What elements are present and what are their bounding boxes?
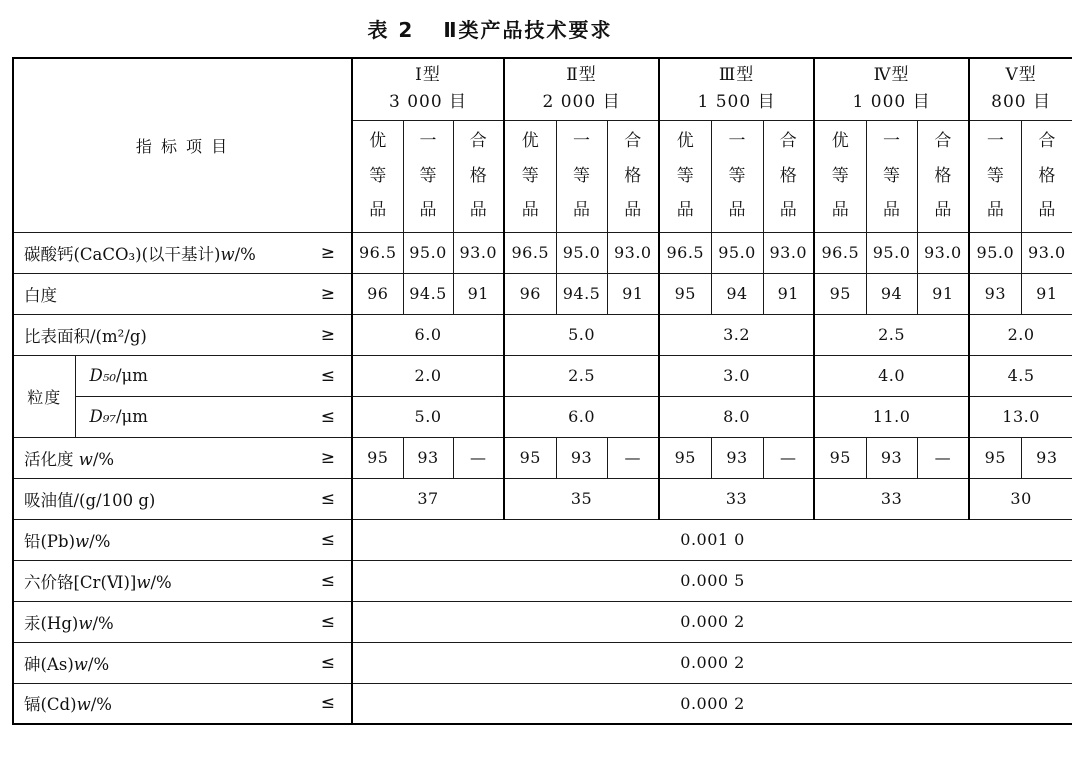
value-cell: 91 <box>917 273 969 314</box>
table-number: 表 2 <box>367 18 415 42</box>
header-row-types <box>13 58 1072 120</box>
row-label: 铅(Pb) <box>24 531 76 551</box>
value-cell: 8.0 <box>659 396 814 437</box>
value-cell: 2.0 <box>969 314 1072 355</box>
unit: /μm <box>115 366 148 385</box>
value-cell: 2.5 <box>504 355 659 396</box>
value-cell: — <box>763 437 814 478</box>
grade-header: 一等品 <box>711 120 763 232</box>
particle-size-group-label: 粒度 <box>13 355 75 437</box>
value-cell: 13.0 <box>969 396 1072 437</box>
value-cell: 94.5 <box>556 273 607 314</box>
unit: /% <box>234 244 256 264</box>
value-cell: 95.0 <box>969 232 1021 273</box>
lte-symbol: ≤ <box>320 529 336 550</box>
grade-header: 合格品 <box>763 120 814 232</box>
value-cell: 91 <box>453 273 504 314</box>
row-whiteness <box>13 273 1072 314</box>
value-cell: 0.000 5 <box>352 560 1072 601</box>
document-page <box>6 0 1066 725</box>
grade-header: 合格品 <box>607 120 659 232</box>
value-cell: 93 <box>969 273 1021 314</box>
value-cell: 95 <box>352 437 403 478</box>
value-cell: 5.0 <box>352 396 504 437</box>
lte-symbol: ≤ <box>320 652 336 673</box>
value-cell: 91 <box>607 273 659 314</box>
row-label: 砷(As) <box>24 654 74 674</box>
row-label: D₉₇ <box>89 407 116 426</box>
symbol-w: w <box>136 572 151 592</box>
row-d50 <box>13 355 1072 396</box>
row-label: 六价铬[Cr(Ⅵ)] <box>24 572 137 592</box>
value-cell: 30 <box>969 478 1072 519</box>
value-cell: 93.0 <box>453 232 504 273</box>
value-cell: 93 <box>711 437 763 478</box>
value-cell: 93.0 <box>607 232 659 273</box>
value-cell: 37 <box>352 478 504 519</box>
value-cell: 96 <box>352 273 403 314</box>
type-header-2 <box>504 58 659 120</box>
symbol-w: w <box>75 531 90 551</box>
value-cell: 95.0 <box>711 232 763 273</box>
mesh-count: 3 000 目 <box>388 92 468 113</box>
value-cell: 95 <box>814 273 866 314</box>
value-cell: 33 <box>814 478 969 519</box>
row-arsenic <box>13 642 1072 683</box>
row-label-cell <box>13 232 352 273</box>
value-cell: 96.5 <box>814 232 866 273</box>
value-cell: 35 <box>504 478 659 519</box>
value-cell: 93.0 <box>1021 232 1072 273</box>
value-cell: 6.0 <box>352 314 504 355</box>
row-surface-area <box>13 314 1072 355</box>
row-mercury <box>13 601 1072 642</box>
row-label: 活化度 <box>24 449 79 469</box>
value-cell: 96.5 <box>352 232 403 273</box>
row-label-cell <box>13 683 352 724</box>
value-cell: 95.0 <box>403 232 453 273</box>
spec-table <box>12 57 1072 725</box>
type-header-1 <box>352 58 504 120</box>
unit: /% <box>90 695 112 715</box>
row-label-cell <box>13 437 352 478</box>
row-label: 碳酸钙(CaCO₃)(以干基计) <box>24 244 221 264</box>
value-cell: 93.0 <box>763 232 814 273</box>
grade-header: 合格品 <box>453 120 504 232</box>
row-label-cell <box>13 642 352 683</box>
value-cell: 3.0 <box>659 355 814 396</box>
symbol-w: w <box>73 654 88 674</box>
indicator-header: 指 标 项 目 <box>13 58 352 232</box>
value-cell: 93 <box>1021 437 1072 478</box>
type-header-5 <box>969 58 1072 120</box>
value-cell: 95 <box>504 437 556 478</box>
grade-header: 一等品 <box>556 120 607 232</box>
grade-header: 优等品 <box>352 120 403 232</box>
lte-symbol: ≤ <box>320 406 336 427</box>
unit: /% <box>150 572 172 592</box>
type-header-4 <box>814 58 969 120</box>
unit: /μm <box>115 407 148 426</box>
gte-symbol: ≥ <box>320 283 336 304</box>
value-cell: 96 <box>504 273 556 314</box>
value-cell: 91 <box>1021 273 1072 314</box>
gte-symbol: ≥ <box>320 324 336 345</box>
type-name: Ⅳ型 <box>873 65 910 86</box>
row-label-cell <box>13 560 352 601</box>
row-cadmium <box>13 683 1072 724</box>
grade-header: 合格品 <box>917 120 969 232</box>
gte-symbol: ≥ <box>320 242 336 263</box>
row-label-cell <box>13 273 352 314</box>
value-cell: 5.0 <box>504 314 659 355</box>
value-cell: — <box>453 437 504 478</box>
grade-header: 优等品 <box>504 120 556 232</box>
row-oil-absorption <box>13 478 1072 519</box>
row-label: D₅₀ <box>89 366 116 385</box>
value-cell: 3.2 <box>659 314 814 355</box>
value-cell: — <box>607 437 659 478</box>
value-cell: 2.0 <box>352 355 504 396</box>
unit: /% <box>92 449 115 469</box>
value-cell: 0.000 2 <box>352 642 1072 683</box>
gte-symbol: ≥ <box>320 447 336 468</box>
row-label-cell <box>13 601 352 642</box>
value-cell: 94 <box>711 273 763 314</box>
value-cell: 95.0 <box>866 232 917 273</box>
row-label-cell <box>75 355 352 396</box>
type-name: Ⅱ型 <box>566 65 597 86</box>
row-chromium <box>13 560 1072 601</box>
value-cell: 0.000 2 <box>352 601 1072 642</box>
type-name: Ⅴ型 <box>1005 65 1037 86</box>
row-activation <box>13 437 1072 478</box>
row-caco3 <box>13 232 1072 273</box>
value-cell: 95.0 <box>556 232 607 273</box>
type-name: Ⅲ型 <box>718 65 755 86</box>
value-cell: 0.000 2 <box>352 683 1072 724</box>
value-cell: 93 <box>403 437 453 478</box>
mesh-count: 1 000 目 <box>852 92 931 113</box>
type-name: Ⅰ型 <box>415 65 441 86</box>
mesh-count: 2 000 目 <box>542 92 621 113</box>
table-title-text: Ⅱ类产品技术要求 <box>443 18 613 42</box>
value-cell: 96.5 <box>659 232 711 273</box>
grade-header: 一等品 <box>403 120 453 232</box>
value-cell: 95 <box>659 437 711 478</box>
value-cell: 0.001 0 <box>352 519 1072 560</box>
mesh-count: 800 目 <box>991 92 1052 113</box>
unit: /% <box>92 613 114 633</box>
row-label: 白度 <box>24 285 57 305</box>
value-cell: 95 <box>969 437 1021 478</box>
value-cell: 95 <box>659 273 711 314</box>
value-cell: 96.5 <box>504 232 556 273</box>
value-cell: 11.0 <box>814 396 969 437</box>
value-cell: 95 <box>814 437 866 478</box>
lte-symbol: ≤ <box>320 488 336 509</box>
grade-header: 一等品 <box>969 120 1021 232</box>
row-label-cell <box>13 314 352 355</box>
value-cell: 33 <box>659 478 814 519</box>
type-header-3 <box>659 58 814 120</box>
value-cell: 91 <box>763 273 814 314</box>
grade-header: 优等品 <box>659 120 711 232</box>
row-label: 汞(Hg) <box>24 613 79 633</box>
unit: /% <box>87 654 110 674</box>
grade-header: 合格品 <box>1021 120 1072 232</box>
value-cell: — <box>917 437 969 478</box>
symbol-w: w <box>220 244 235 264</box>
symbol-w: w <box>78 613 93 633</box>
value-cell: 94.5 <box>403 273 453 314</box>
value-cell: 4.0 <box>814 355 969 396</box>
symbol-w: w <box>78 449 93 469</box>
mesh-count: 1 500 目 <box>697 92 776 113</box>
lte-symbol: ≤ <box>320 693 336 714</box>
row-label-cell <box>13 478 352 519</box>
row-d97 <box>13 396 1072 437</box>
row-label-cell <box>75 396 352 437</box>
grade-header: 一等品 <box>866 120 917 232</box>
lte-symbol: ≤ <box>320 570 336 591</box>
lte-symbol: ≤ <box>320 611 336 632</box>
row-label-cell <box>13 519 352 560</box>
value-cell: 6.0 <box>504 396 659 437</box>
symbol-w: w <box>76 695 91 715</box>
lte-symbol: ≤ <box>320 365 336 386</box>
grade-header: 优等品 <box>814 120 866 232</box>
unit: /% <box>89 531 111 551</box>
value-cell: 93 <box>866 437 917 478</box>
value-cell: 93.0 <box>917 232 969 273</box>
value-cell: 2.5 <box>814 314 969 355</box>
row-label: 比表面积/(m²/g) <box>24 326 147 346</box>
row-label: 镉(Cd) <box>24 695 77 715</box>
value-cell: 4.5 <box>969 355 1072 396</box>
row-label: 吸油值/(g/100 g) <box>24 490 156 510</box>
value-cell: 93 <box>556 437 607 478</box>
table-title <box>0 14 1020 43</box>
row-lead <box>13 519 1072 560</box>
value-cell: 94 <box>866 273 917 314</box>
